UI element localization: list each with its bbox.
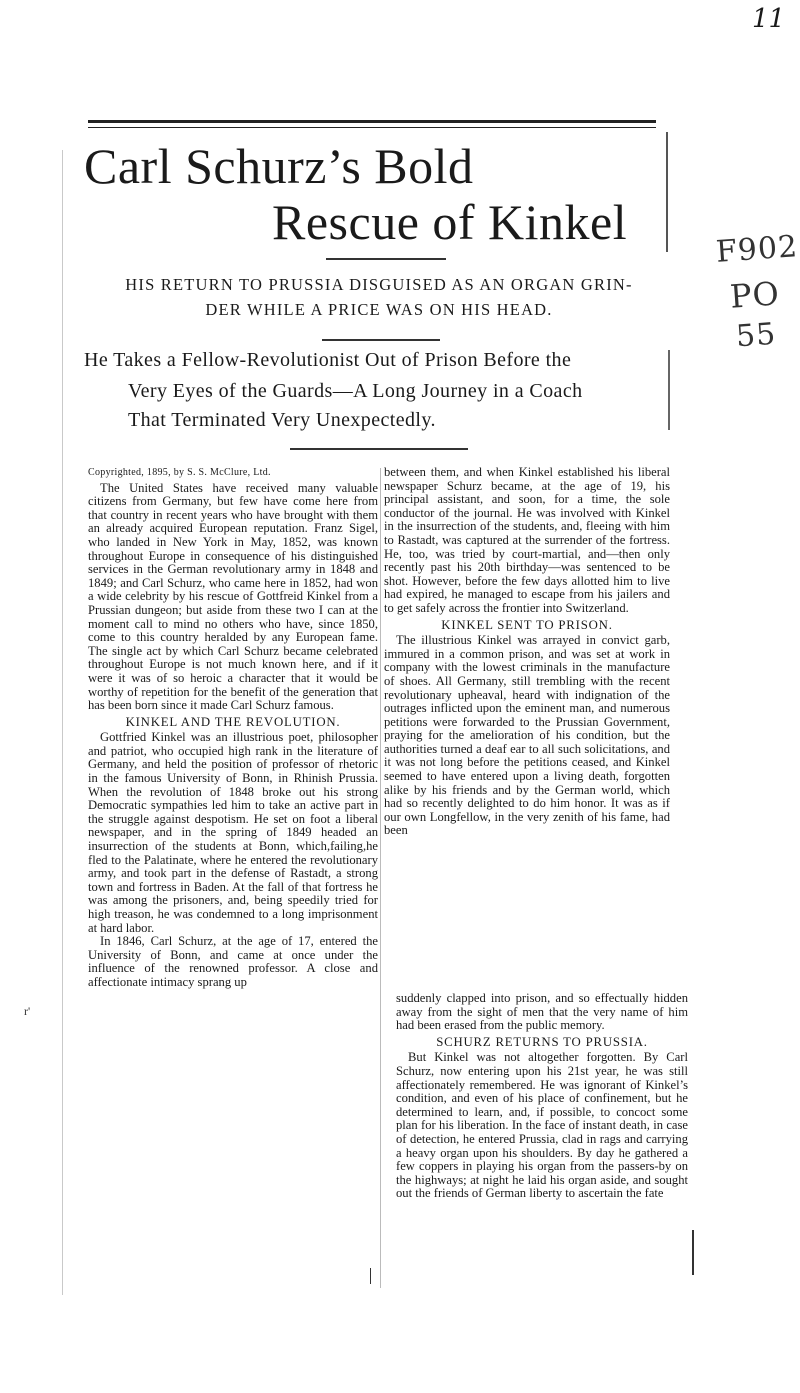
article-column-1 — [88, 466, 378, 1276]
top-rule — [88, 120, 656, 123]
divider-rule — [322, 339, 440, 341]
article-paragraph: between them, and when Kinkel established his liberal newspaper Schurz became, at the age of 19, his principal assistant, and soon, for a time, the sole conductor of the journal. He was involved with Kinkel in the insurrection of the students, and, fleeing with him to Rastadt, was captured at the surrender of the fortress. He, too, was tried by court-martial, and—then only recently past his 20th birthday—was sentenced to be shot. However, before the few days allotted him to live had expired, he managed to escape from his jailers and to get safely across the frontier into Switzerland. — [384, 465, 670, 615]
subheading-deck-line-3: That Terminated Very Unexpectedly. — [128, 409, 436, 431]
clipping-edge-left — [62, 150, 63, 1295]
headline-line-1: Carl Schurz’s Bold — [84, 138, 474, 194]
column-separator — [380, 468, 381, 1288]
clipping-edge-right — [692, 1230, 694, 1275]
section-heading: SCHURZ RETURNS TO PRUSSIA. — [436, 1034, 648, 1049]
article-column-3 — [396, 992, 688, 1282]
subheading-caps-line-1: HIS RETURN TO PRUSSIA DISGUISED AS AN ORGAN GRIN- — [125, 275, 633, 294]
section-heading: KINKEL SENT TO PRISON. — [441, 617, 613, 632]
article-paragraph: The United States have received many valuable citizens from Germany, but few have come here from that country in recent years who have brought with them an already acquired European reputation. Franz Sigel, who landed in New York in May, 1852, was known throughout Europe in consequence of his distinguished services in the German revolutionary army in 1848 and 1849; and Carl Schurz, who came here in 1852, had won a wide celebrity by his rescue of Gottfreid Kinkel from a Prussian dungeon; but aside from these two I can at the moment call to mind no others who have, since 1850, come to this country heralded by any European fame. The single act by which Carl Schurz became celebrated throughout Europe is not much known here, and if it were it was of so heroic a character that it would be worthy of repetition for the benefit of the generation that has been born since it made Carl Schurz famous. — [88, 480, 378, 713]
article-column-2 — [384, 466, 670, 986]
copyright-line: Copyrighted, 1895, by S. S. McClure, Ltd. — [88, 467, 271, 478]
handwritten-file-code: F902 — [714, 229, 800, 270]
article-paragraph: Gottfried Kinkel was an illustrious poet, philosopher and patriot, who occupied high rank in the literature of Germany, and held the position of professor of rhetoric in the famous University of Bonn, in Rhinish Prussia. When the revolution of 1848 broke out his strong Democratic sympathies led him to take an active part in the struggle against despotism. He set on foot a liberal newspaper, and in the spring of 1849 headed an insurrection of the students at Bonn, which,failing,he fled to the Palatinate, where he entered the revolutionary army, and took part in the defense of Rastadt, a strong town and fortress in Baden. At the fall of that fortress he was among the prisoners, and, being speedily tried for high treason, he was condemned to a long imprisonment at hard labor. — [88, 730, 378, 935]
article-paragraph: The illustrious Kinkel was arrayed in convict garb, immured in a common prison, and was set at work in company with the lowest criminals in the manufacture of shoes. All Germany, still trembling with the recent revolutionary upheaval, heard with indignation of the outrages inflicted upon the eminent man, and numerous petitions were forwarded to the Prussian Government, praying for the amelioration of his condition, but the authorities turned a deaf ear to all such solicitations, and it was not long before the petitions ceased, and Kinkel seemed to have entered upon a living death, forgotten alike by his friends and by the German world, which had so recently delighted to do him honor. It was as if our own Longfellow, in the very zenith of his fame, had been — [384, 633, 670, 838]
subheading-deck-line-1: He Takes a Fellow-Revolutionist Out of Prison Before the — [84, 349, 572, 371]
article-paragraph: In 1846, Carl Schurz, at the age of 17, entered the University of Bonn, and came at once under the influence of the renowned professor. A close and affectionate intimacy sprang up — [88, 934, 378, 989]
margin-bleed-mark: r' — [24, 1004, 31, 1018]
article-paragraph: suddenly clapped into prison, and so effectually hidden away from the sight of men that the very name of him had been erased from the public memory. — [396, 991, 688, 1033]
subheading-deck-line-2: Very Eyes of the Guards—A Long Journey in a Coach — [128, 380, 583, 402]
top-rule-thin — [88, 127, 656, 128]
article-paragraph: But Kinkel was not altogether forgotten. By Carl Schurz, now entering upon his 21st year, he was still affectionately remembered. He was ignorant of Kinkel’s condition, and even of his place of confinement, but he determined to learn, and, if possible, to concoct some plan for his liberation. In the face of instant death, in case of detection, he entered Prussia, clad in rags and carrying a heavy organ upon his shoulders. By day he gathered a few coppers in playing his organ from the passers-by on the highways; at night he laid his organ aside, and sought out the friends of German liberty to ascertain the fate — [396, 1050, 688, 1201]
subheading-caps-line-2: DER WHILE A PRICE WAS ON HIS HEAD. — [205, 300, 553, 319]
archive-page-number: 11 — [752, 4, 786, 34]
handwritten-file-code-2: PO — [728, 274, 782, 316]
section-heading: KINKEL AND THE REVOLUTION. — [125, 714, 341, 729]
clipping-edge-mark — [370, 1268, 371, 1284]
divider-rule — [326, 258, 446, 260]
divider-rule — [290, 448, 468, 450]
handwritten-file-code-3: 55 — [734, 316, 778, 355]
headline-line-2: Rescue of Kinkel — [272, 194, 628, 250]
